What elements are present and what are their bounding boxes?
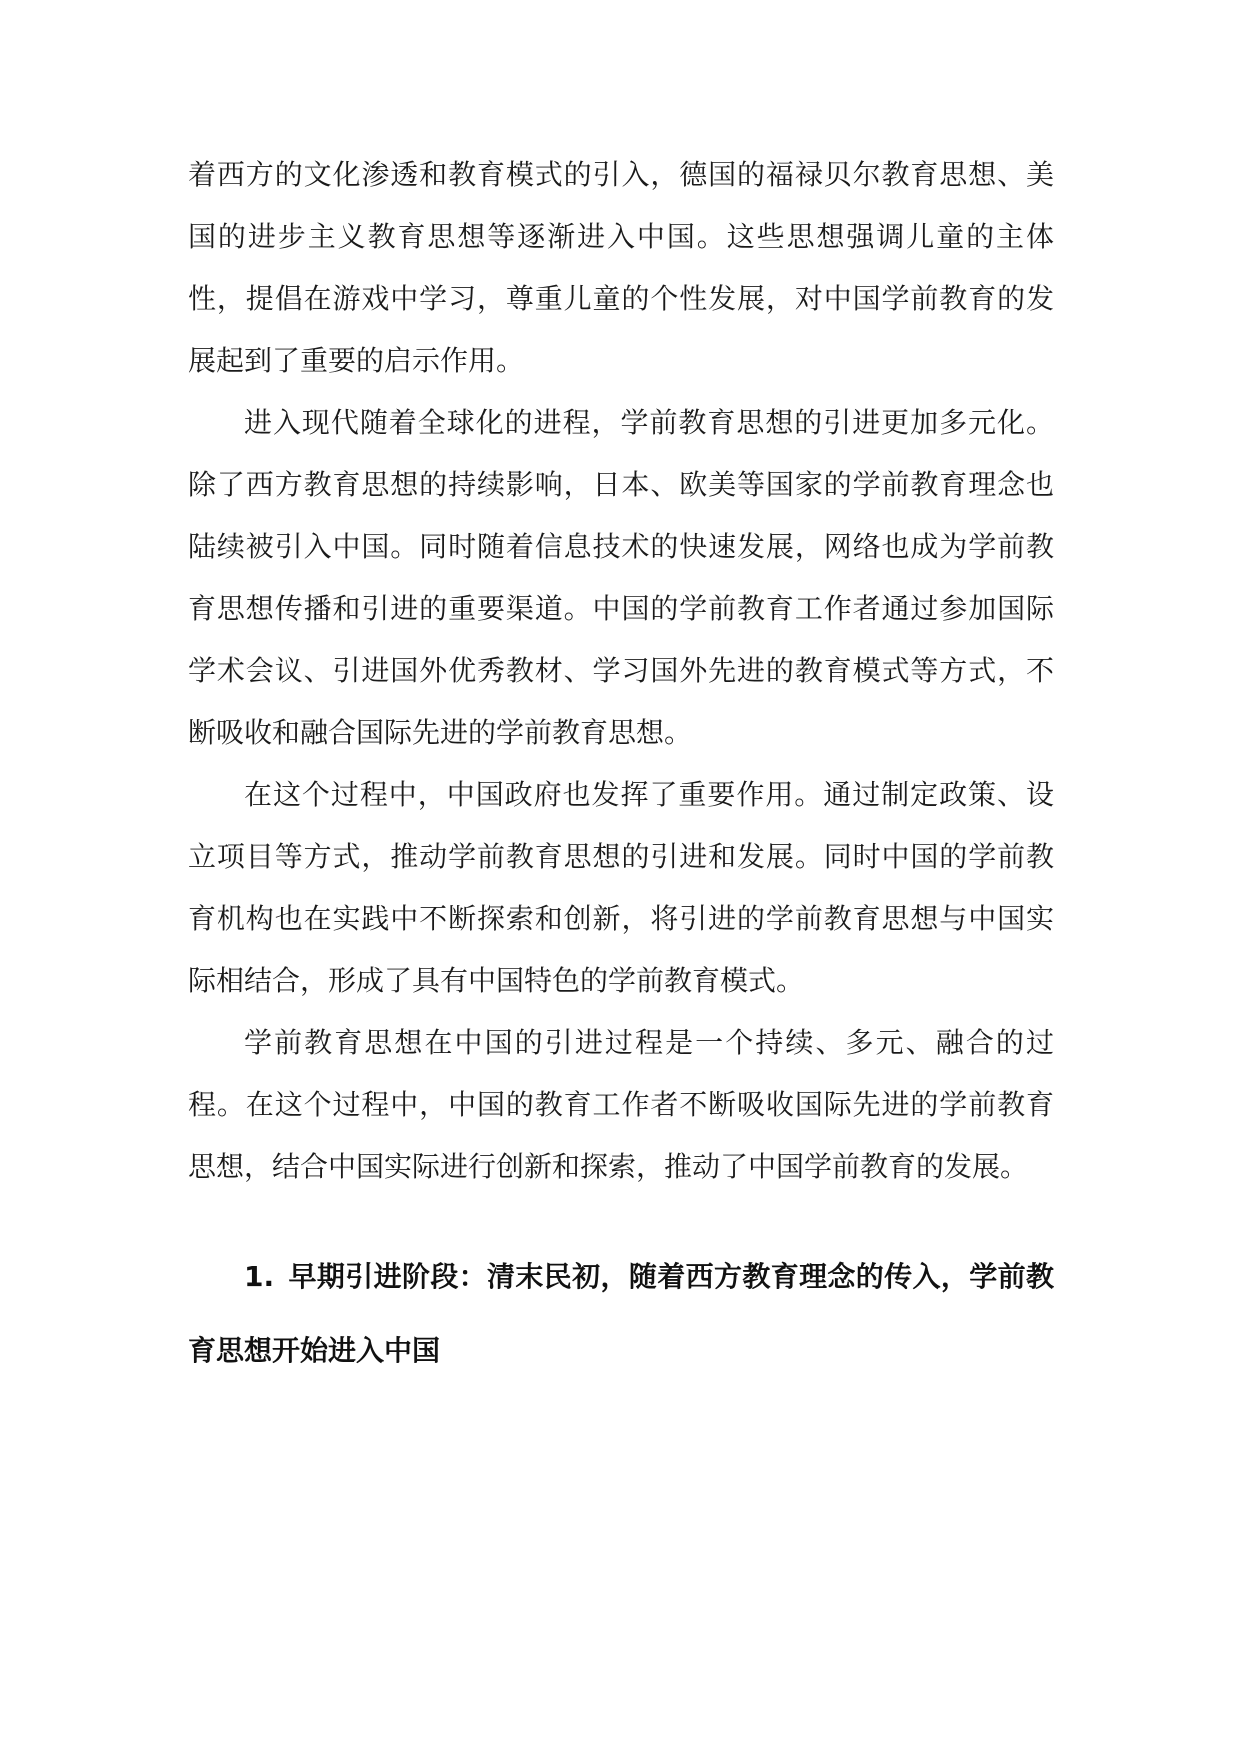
heading-number: 1.	[244, 1260, 275, 1293]
heading-text: 早期引进阶段：清末民初，随着西方教育理念的传入，学前教育思想开始进入中国	[188, 1260, 1054, 1367]
paragraph: 学前教育思想在中国的引进过程是一个持续、多元、融合的过程。在这个过程中，中国的教育工作者不断吸收国际先进的学前教育思想，结合中国实际进行创新和探索，推动了中国学前教育的发展。	[188, 1026, 1054, 1183]
document-body	[188, 144, 1054, 1388]
paragraph-continued: 着西方的文化渗透和教育模式的引入，德国的福禄贝尔教育思想、美国的进步主义教育思想等逐渐进入中国。这些思想强调儿童的主体性，提倡在游戏中学习，尊重儿童的个性发展，对中国学前教育的发展起到了重要的启示作用。	[188, 158, 1054, 377]
paragraph: 在这个过程中，中国政府也发挥了重要作用。通过制定政策、设立项目等方式，推动学前教育思想的引进和发展。同时中国的学前教育机构也在实践中不断探索和创新，将引进的学前教育思想与中国实际相结合，形成了具有中国特色的学前教育模式。	[188, 778, 1054, 997]
paragraph: 进入现代随着全球化的进程，学前教育思想的引进更加多元化。除了西方教育思想的持续影响，日本、欧美等国家的学前教育理念也陆续被引入中国。同时随着信息技术的快速发展，网络也成为学前教育思想传播和引进的重要渠道。中国的学前教育工作者通过参加国际学术会议、引进国外优秀教材、学习国外先进的教育模式等方式，不断吸收和融合国际先进的学前教育思想。	[188, 406, 1054, 749]
section-heading	[188, 1240, 1054, 1388]
